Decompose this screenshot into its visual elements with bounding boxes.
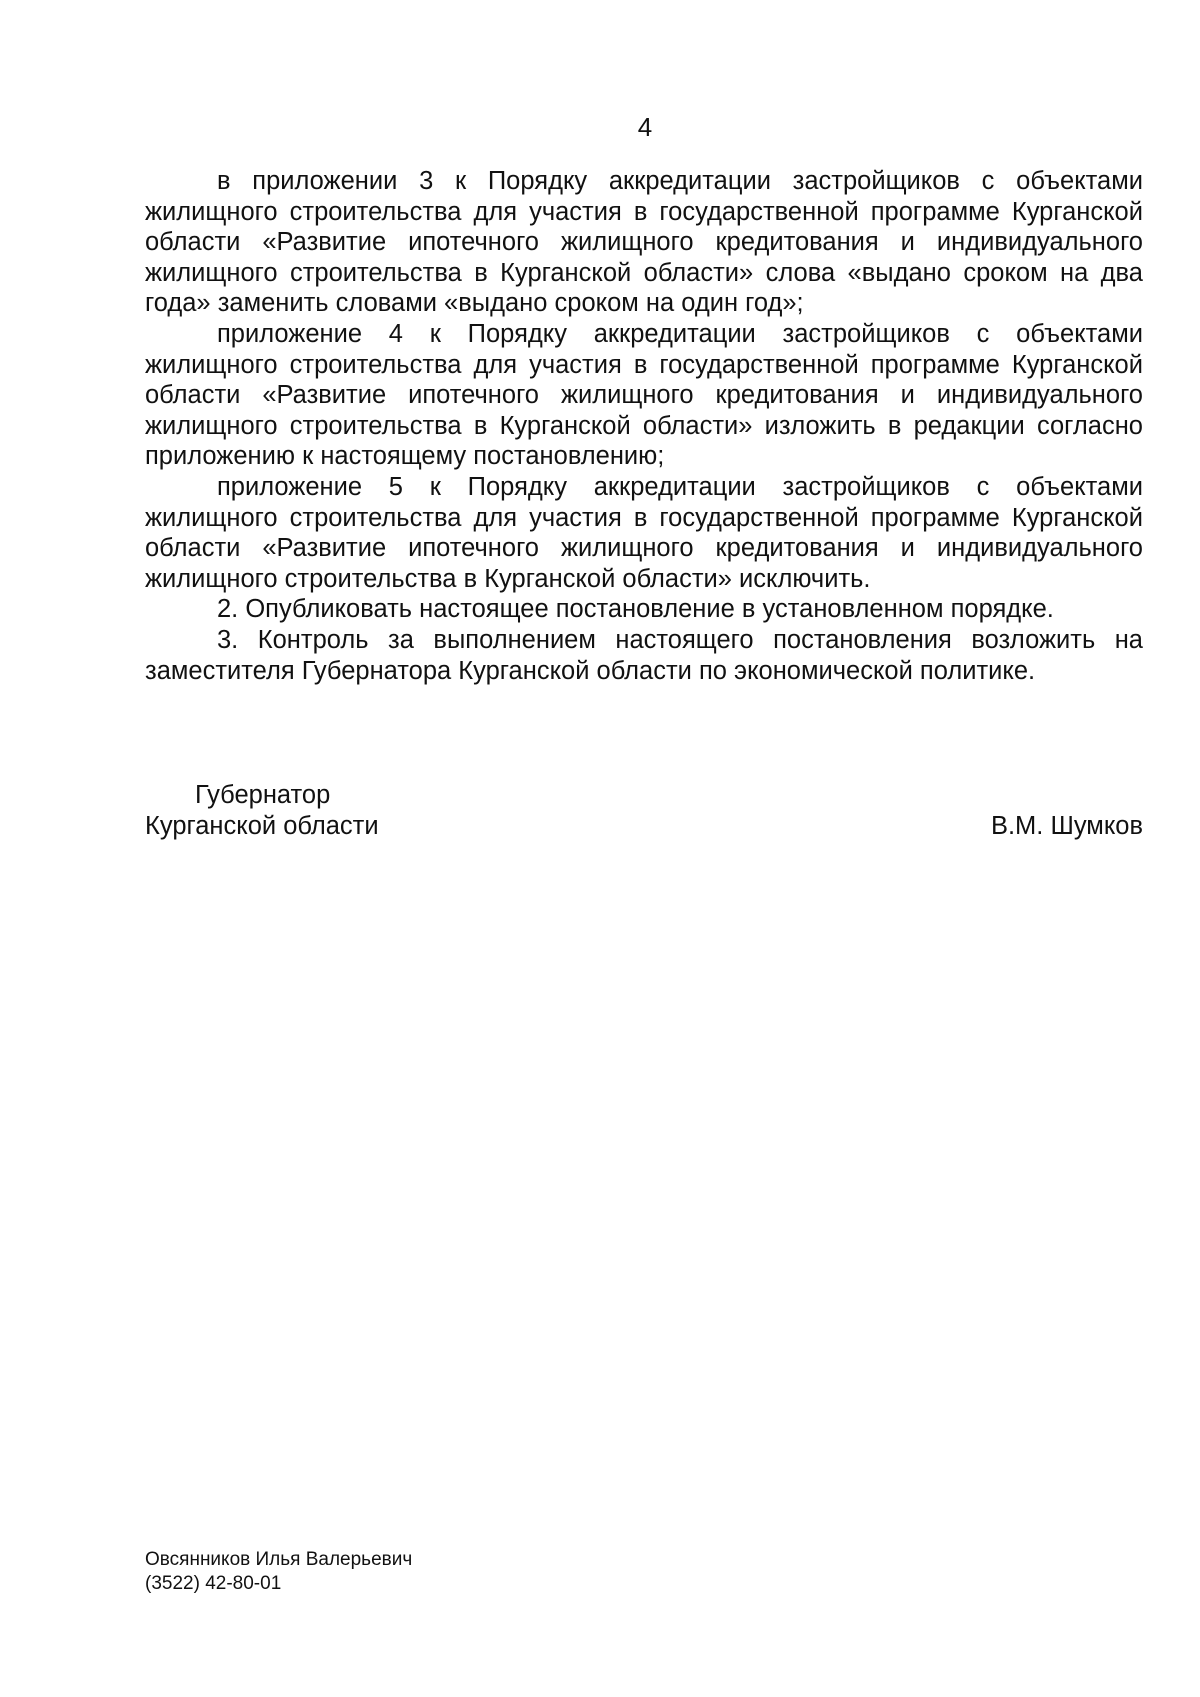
executor-info [145,1548,412,1596]
document-body [145,166,1143,686]
paragraph-appendix-4: приложение 4 к Порядку аккредитации застройщиков с объектами жилищного строительства для участия в государственной программе Курганской области «Развитие ипотечного жилищного кредитования и индивидуального жилищного строительства в Курганской области» изложить в редакции согласно приложению к настоящему постановлению; [145,319,1143,471]
executor-phone: (3522) 42-80-01 [145,1573,282,1594]
signatory-title-line2: Курганской области [145,812,379,840]
signatory-title-line1: Губернатор [195,781,331,809]
signature-block [145,780,1143,850]
paragraph-appendix-3: в приложении 3 к Порядку аккредитации застройщиков с объектами жилищного строительства для участия в государственной программе Курганской области «Развитие ипотечного жилищного кредитования и индивидуального жилищного строительства в Курганской области» слова «выдано сроком на два года» заменить словами «выдано сроком на один год»; [145,167,1143,318]
executor-name: Овсянников Илья Валерьевич [145,1549,413,1570]
paragraph-control: 3. Контроль за выполнением настоящего постановления возложить на заместителя Губернатора Курганской области по экономической политике. [145,625,1143,685]
page-number: 4 [637,112,653,142]
paragraph-appendix-5: приложение 5 к Порядку аккредитации застройщиков с объектами жилищного строительства для участия в государственной программе Курганской области «Развитие ипотечного жилищного кредитования и индивидуального жилищного строительства в Курганской области» исключить. [145,472,1143,593]
paragraph-publish: 2. Опубликовать настоящее постановление в установленном порядке. [217,595,1054,624]
signatory-name: В.М. Шумков [990,812,1143,840]
